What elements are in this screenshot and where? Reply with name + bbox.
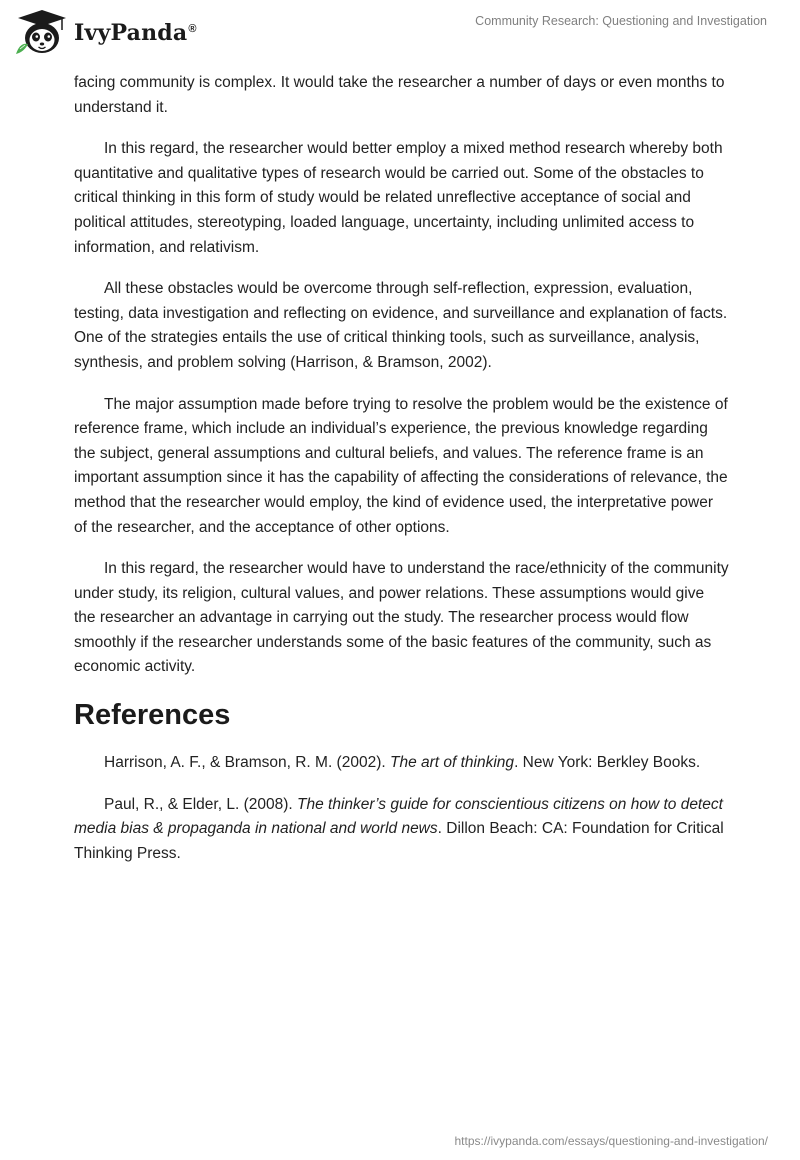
references-heading: References: [74, 699, 231, 732]
source-url[interactable]: https://ivypanda.com/essays/questioning-and-investigation/: [454, 1134, 768, 1148]
panda-logo-icon: [14, 8, 70, 58]
reference-authors: Paul, R., & Elder, L. (2008).: [104, 795, 297, 813]
registered-mark: ®: [188, 22, 197, 35]
reference-publisher: . Dillon Beach: CA: Foundation for Critical Thinking Press.: [74, 820, 724, 862]
reference-item: [74, 793, 729, 867]
body-paragraph: All these obstacles would be overcome through self-reflection, expression, evaluation, testing, data investigation and reflecting on evidence, and surveillance and explanation of facts. One of the strategies entails the use of critical thinking tools, such as surveillance, analysis, synthesis, and problem solving (Harrison, & Bramson, 2002).: [74, 280, 728, 371]
reference-title: The thinker’s guide for conscientious citizens on how to detect media bias & propaganda in national and world news: [74, 795, 723, 838]
document-title: Community Research: Questioning and Investigation: [475, 14, 767, 28]
body-paragraph: In this regard, the researcher would better employ a mixed method research whereby both quantitative and qualitative types of research would be carried out. Some of the obstacles to critical thinking in this form of study would be related unreflective acceptance of social and political attitudes, stereotyping, loaded language, uncertainty, including unlimited access to information, and relativism.: [74, 140, 723, 256]
essay-content: [74, 71, 729, 883]
brand-name: IvyPanda®: [74, 20, 197, 46]
reference-authors: Harrison, A. F., & Bramson, R. M. (2002).: [104, 754, 390, 772]
reference-title: The art of thinking: [389, 754, 515, 772]
body-paragraph: facing community is complex. It would take the researcher a number of days or even months to understand it.: [74, 74, 725, 116]
reference-publisher: . New York: Berkley Books.: [514, 754, 701, 772]
body-paragraph: In this regard, the researcher would have to understand the race/ethnicity of the community under study, its religion, cultural values, and power relations. These assumptions would give the researcher an advantage in carrying out the study. The researcher process would flow smoothly if the researcher understands some of the basic features of the community, such as economic activity.: [74, 560, 729, 676]
page-header: [0, 0, 800, 64]
reference-item: [74, 751, 729, 776]
ivypanda-logo[interactable]: [14, 8, 197, 58]
body-paragraph: The major assumption made before trying to resolve the problem would be the existence of reference frame, which include an individual’s experience, the previous knowledge regarding the subject, general assumptions and cultural beliefs, and values. The reference frame is an important assumption since it has the capability of affecting the considerations of relevance, the method that the researcher would employ, the kind of evidence used, the interpretative power of the researcher, and the acceptance of other options.: [74, 395, 728, 536]
